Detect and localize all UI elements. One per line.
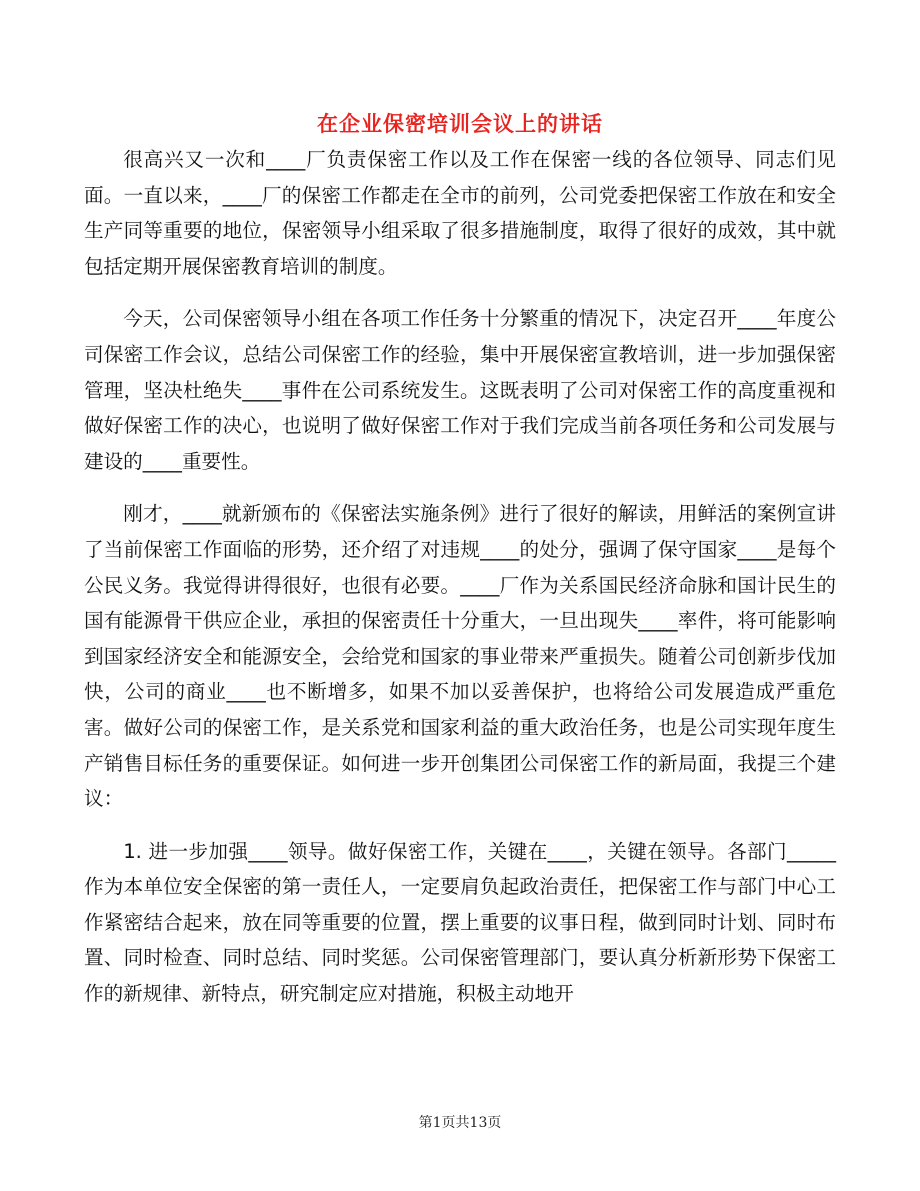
paragraph-1: 很高兴又一次和____厂负责保密工作以及工作在保密一线的各位领导、同志们见面。一直以来，____厂的保密工作都走在全市的前列，公司党委把保密工作放在和安全生产同等重要的地位，保密领导小组采取了很多措施制度，取得了很好的成效，其中就包括定期开展保密教育培训的制度。 — [84, 148, 836, 278]
paragraph-2: 今天，公司保密领导小组在各项工作任务十分繁重的情况下，决定召开____年度公司保密工作会议，总结公司保密工作的经验，集中开展保密宣教培训，进一步加强保密管理，坚决杜绝失____事件在公司系统发生。这既表明了公司对保密工作的高度重视和做好保密工作的决心，也说明了做好保密工作对于我们完成当前各项任务和公司发展与建设的____重要性。 — [84, 307, 836, 473]
page-footer: 第1页共13页 — [418, 1115, 502, 1131]
paragraph-4: 1. 进一步加强____领导。做好保密工作，关键在____，关键在领导。各部门_____作为本单位安全保密的第一责任人，一定要肩负起政治责任，把保密工作与部门中心工作紧密结合起来，放在同等重要的位置，摆上重要的议事日程，做到同时计划、同时布置、同时检查、同时总结、同时奖惩。公司保密管理部门，要认真分析新形势下保密工作的新规律、新特点，研究制定应对措施，积极主动地开 — [84, 839, 836, 1006]
paragraph-3: 刚才，____就新颁布的《保密法实施条例》进行了很好的解读，用鲜活的案例宣讲了当前保密工作面临的形势，还介绍了对违规____的处分，强调了保守国家____是每个公民义务。我觉得讲得很好，也很有必要。____厂作为关系国民经济命脉和国计民生的国有能源骨干供应企业，承担的保密责任十分重大，一旦出现失____率件，将可能影响到国家经济安全和能源安全，会给党和国家的事业带来严重损失。随着公司创新步伐加快，公司的商业____也不断增多，如果不加以妥善保护，也将给公司发展造成严重危害。做好公司的保密工作，是关系党和国家利益的重大政治任务，也是公司实现年度生产销售目标任务的重要保证。如何进一步开创集团公司保密工作的新局面，我提三个建议： — [84, 502, 836, 811]
document-title: 在企业保密培训会议上的讲话 — [317, 112, 603, 136]
document-body — [84, 142, 836, 1012]
